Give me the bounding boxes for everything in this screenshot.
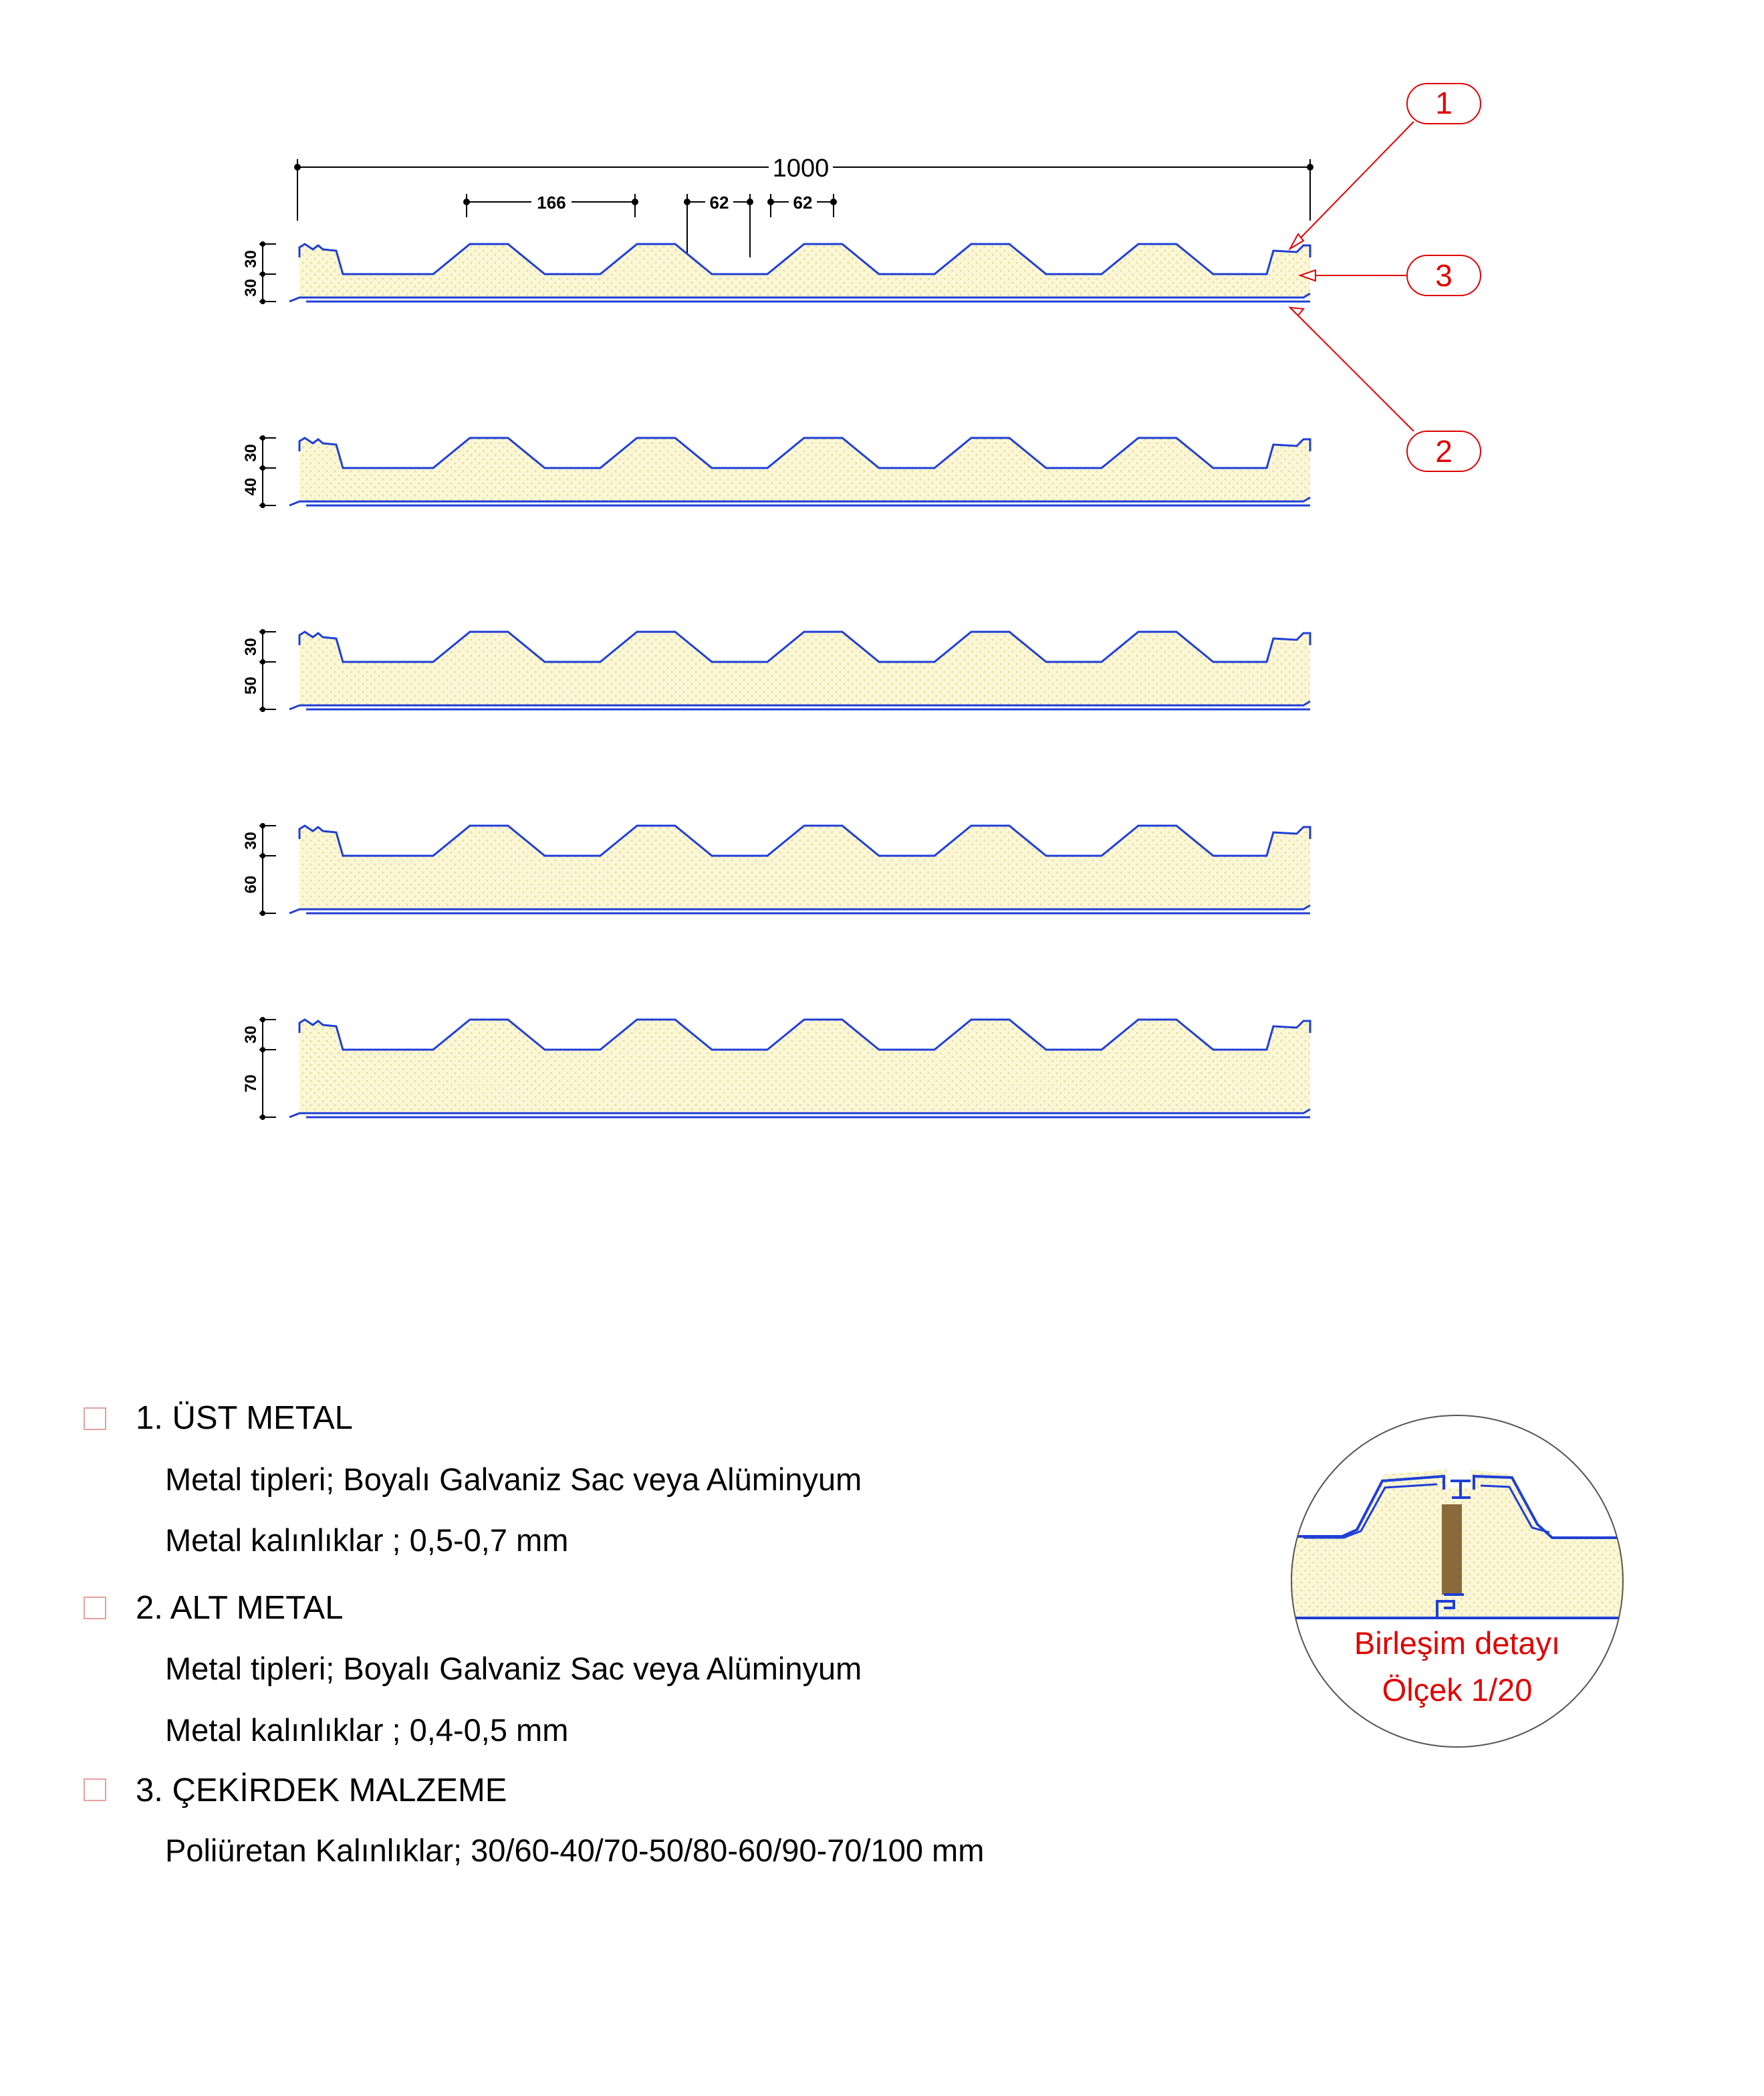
core-thickness-label: 30 xyxy=(242,279,260,297)
legend-line-2b: Metal kalınlıklar ; 0,4-0,5 mm xyxy=(165,1712,569,1748)
legend-marker-3 xyxy=(84,1778,106,1801)
legend-line-2a: Metal tipleri; Boyalı Galvaniz Sac veya Alüminyum xyxy=(165,1651,862,1686)
core-thickness-label: 60 xyxy=(242,875,260,894)
overall-width-label: 1000 xyxy=(772,154,830,183)
rib-height-label: 30 xyxy=(242,444,260,462)
rib-pitch-label: 166 xyxy=(537,193,566,213)
core-thickness-label: 70 xyxy=(242,1074,260,1092)
rib-height-label: 30 xyxy=(242,832,260,850)
rib-bottom-label: 62 xyxy=(793,193,813,213)
legend-line-3a: Poliüretan Kalınlıklar; 30/60-40/70-50/80-60/90-70/100 mm xyxy=(165,1833,985,1868)
legend-line-1a: Metal tipleri; Boyalı Galvaniz Sac veya Alüminyum xyxy=(165,1462,862,1497)
rib-top-label: 62 xyxy=(709,193,729,213)
callout-1: 1 xyxy=(1435,86,1453,120)
core-thickness-label: 40 xyxy=(242,477,260,496)
detail-caption-title: Birleşim detayı xyxy=(1354,1625,1561,1661)
legend-line-1b: Metal kalınlıklar ; 0,5-0,7 mm xyxy=(165,1522,569,1558)
rib-height-label: 30 xyxy=(242,250,260,268)
legend-title-2: 2. ALT METAL xyxy=(136,1590,344,1626)
legend-marker-1 xyxy=(84,1407,106,1430)
legend-title-3: 3. ÇEKİRDEK MALZEME xyxy=(136,1772,507,1809)
rib-height-label: 30 xyxy=(242,1026,260,1044)
detail-caption-scale: Ölçek 1/20 xyxy=(1382,1672,1533,1708)
callout-2: 2 xyxy=(1435,434,1453,469)
callout-3: 3 xyxy=(1435,258,1453,293)
rib-height-label: 30 xyxy=(242,638,260,656)
core-thickness-label: 50 xyxy=(242,677,260,695)
legend-title-1: 1. ÜST METAL xyxy=(136,1400,353,1436)
legend-marker-2 xyxy=(84,1597,106,1619)
